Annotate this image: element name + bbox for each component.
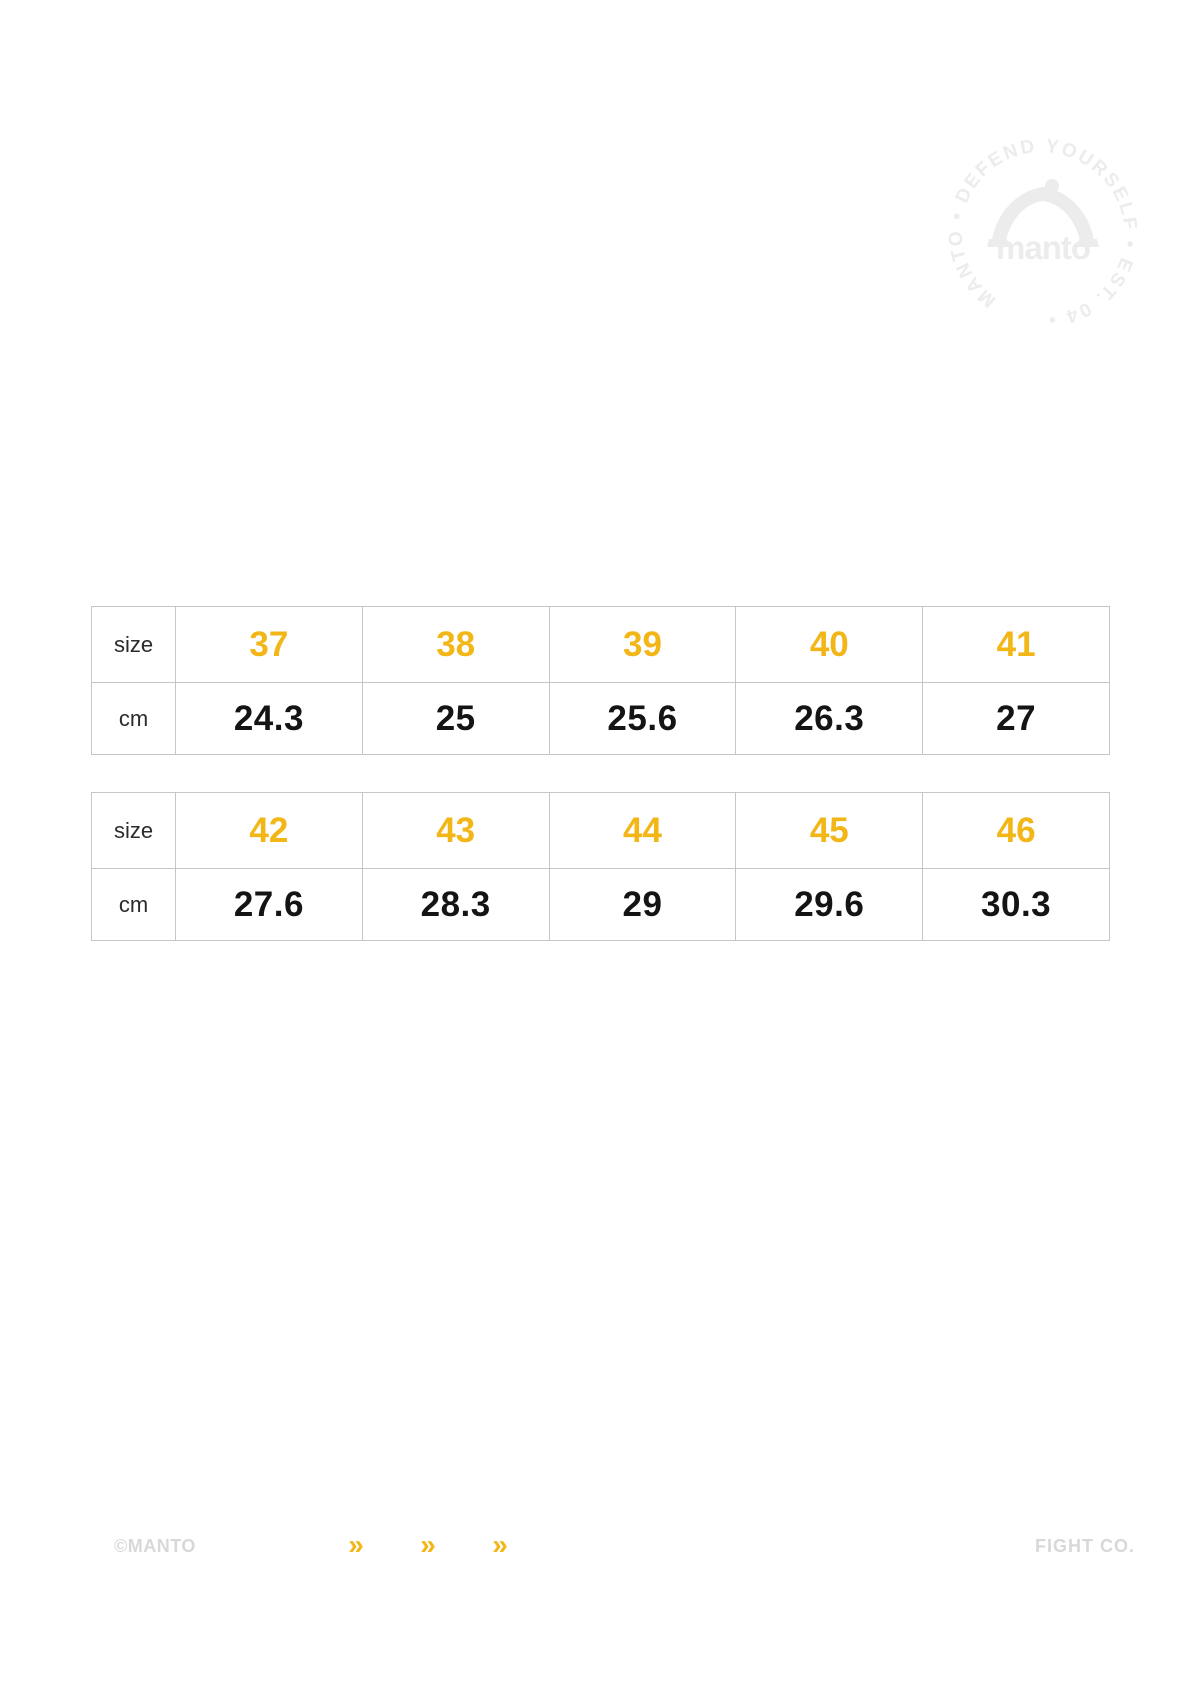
size-table-42-46	[91, 792, 1110, 941]
size-cell: 40	[736, 607, 923, 683]
cm-row	[92, 869, 1110, 941]
size-cell: 38	[362, 607, 549, 683]
footer-copyright: ©MANTO	[114, 1536, 196, 1556]
cm-cell: 27.6	[176, 869, 363, 941]
chevron-right-icon: »	[420, 1529, 436, 1560]
stamp-ring-text: MANTO • DEFEND YOURSELF • EST. 04 •	[945, 135, 1141, 331]
cm-label: cm	[92, 683, 176, 755]
cm-label: cm	[92, 869, 176, 941]
size-table-37-41	[91, 606, 1110, 755]
cm-cell: 29.6	[736, 869, 923, 941]
size-label: size	[92, 793, 176, 869]
chevron-right-icon: »	[492, 1529, 508, 1560]
cm-cell: 25.6	[549, 683, 736, 755]
size-cell: 43	[362, 793, 549, 869]
cm-cell: 29	[549, 869, 736, 941]
cm-cell: 28.3	[362, 869, 549, 941]
cm-cell: 27	[923, 683, 1110, 755]
size-cell: 44	[549, 793, 736, 869]
size-row	[92, 607, 1110, 683]
size-cell: 45	[736, 793, 923, 869]
size-cell: 41	[923, 607, 1110, 683]
cm-row	[92, 683, 1110, 755]
size-cell: 42	[176, 793, 363, 869]
cm-cell: 24.3	[176, 683, 363, 755]
footer-chevrons	[346, 1531, 510, 1559]
footer-brand: FIGHT CO.	[1035, 1536, 1135, 1556]
size-cell: 39	[549, 607, 736, 683]
size-cell: 46	[923, 793, 1110, 869]
manto-logo-stamp	[943, 133, 1143, 333]
size-label: size	[92, 607, 176, 683]
chevron-right-icon: »	[348, 1529, 364, 1560]
cm-cell: 25	[362, 683, 549, 755]
stamp-wordmark: manto	[996, 229, 1090, 266]
size-row	[92, 793, 1110, 869]
cm-cell: 26.3	[736, 683, 923, 755]
cm-cell: 30.3	[923, 869, 1110, 941]
size-cell: 37	[176, 607, 363, 683]
